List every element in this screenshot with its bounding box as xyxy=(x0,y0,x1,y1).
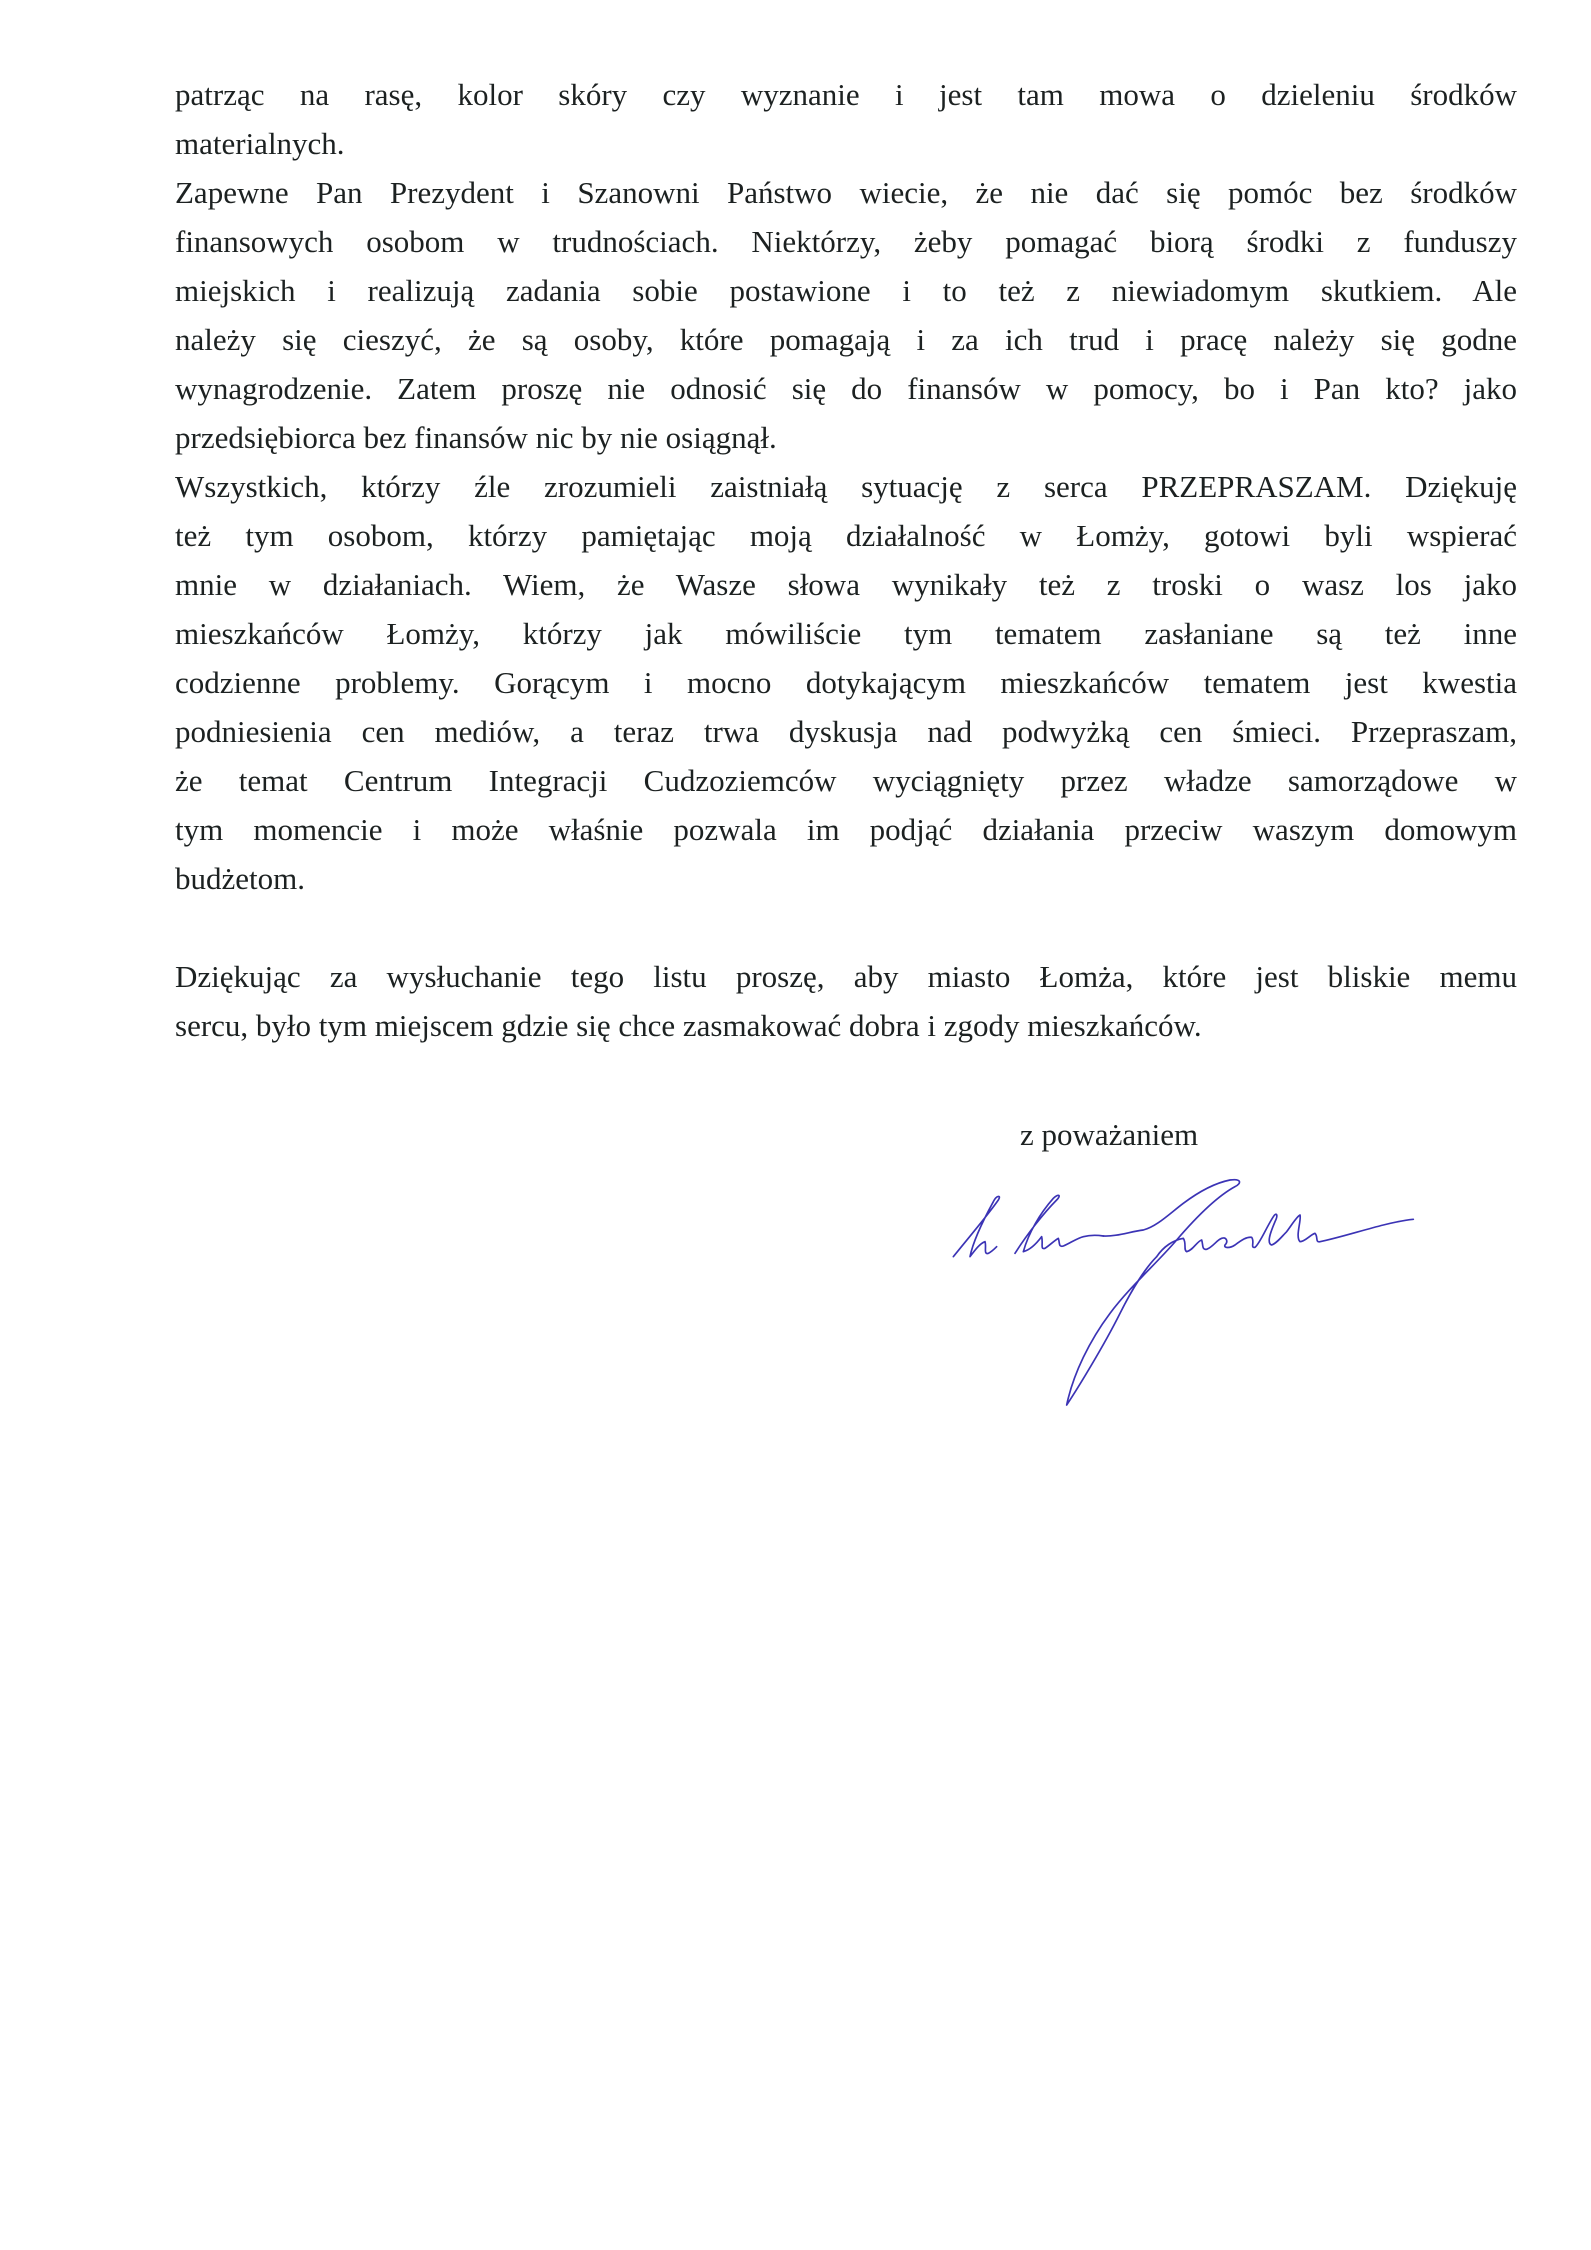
letter-body xyxy=(175,70,1517,1050)
text-line: codzienne problemy. Gorącym i mocno dotykającym mieszkańców tematem jest kwestia xyxy=(175,665,1517,700)
text-line: sercu, było tym miejscem gdzie się chce zasmakować dobra i zgody mieszkańców. xyxy=(175,1008,1202,1043)
paragraph-spacer xyxy=(175,903,1517,952)
signature-stroke xyxy=(1067,1180,1240,1405)
text-line: mnie w działaniach. Wiem, że Wasze słowa wynikały też z troski o wasz los jako xyxy=(175,567,1517,602)
text-line: Wszystkich, którzy źle zrozumieli zaistniałą sytuację z serca PRZEPRASZAM. Dziękuję xyxy=(175,469,1517,504)
text-line: budżetom. xyxy=(175,861,305,896)
text-line: finansowych osobom w trudnościach. Niektórzy, żeby pomagać biorą środki z funduszy xyxy=(175,224,1517,259)
text-line: należy się cieszyć, że są osoby, które pomagają i za ich trud i pracę należy się godne xyxy=(175,322,1517,357)
text-line: tym momencie i może właśnie pozwala im podjąć działania przeciw waszym domowym xyxy=(175,812,1517,847)
closing-salutation: z poważaniem xyxy=(1020,1117,1199,1152)
text-line: Zapewne Pan Prezydent i Szanowni Państwo wiecie, że nie dać się pomóc bez środków xyxy=(175,175,1517,210)
text-line: patrząc na rasę, kolor skóry czy wyznanie i jest tam mowa o dzieleniu środków xyxy=(175,77,1517,112)
text-line: materialnych. xyxy=(175,126,345,161)
paragraph-finances xyxy=(175,168,1517,462)
paragraph-intro-continuation xyxy=(175,70,1517,168)
paragraph-apology xyxy=(175,462,1517,903)
text-line: mieszkańców Łomży, którzy jak mówiliście tym tematem zasłaniane są też inne xyxy=(175,616,1517,651)
text-line: miejskich i realizują zadania sobie postawione i to też z niewiadomym skutkiem. Ale xyxy=(175,273,1517,308)
text-line: podniesienia cen mediów, a teraz trwa dyskusja nad podwyżką cen śmieci. Przepraszam, xyxy=(175,714,1517,749)
text-line: też tym osobom, którzy pamiętając moją działalność w Łomży, gotowi byli wspierać xyxy=(175,518,1517,553)
text-line: przedsiębiorca bez finansów nic by nie osiągnął. xyxy=(175,420,777,455)
handwritten-signature xyxy=(930,1160,1430,1420)
text-line: że temat Centrum Integracji Cudzoziemców wyciągnięty przez władze samorządowe w xyxy=(175,763,1517,798)
signature-stroke xyxy=(1015,1195,1103,1253)
text-line: wynagrodzenie. Zatem proszę nie odnosić się do finansów w pomocy, bo i Pan kto? jako xyxy=(175,371,1517,406)
text-line: Dziękując za wysłuchanie tego listu proszę, aby miasto Łomża, które jest bliskie memu xyxy=(175,959,1517,994)
signature-stroke xyxy=(953,1196,999,1256)
paragraph-thanks xyxy=(175,952,1517,1050)
